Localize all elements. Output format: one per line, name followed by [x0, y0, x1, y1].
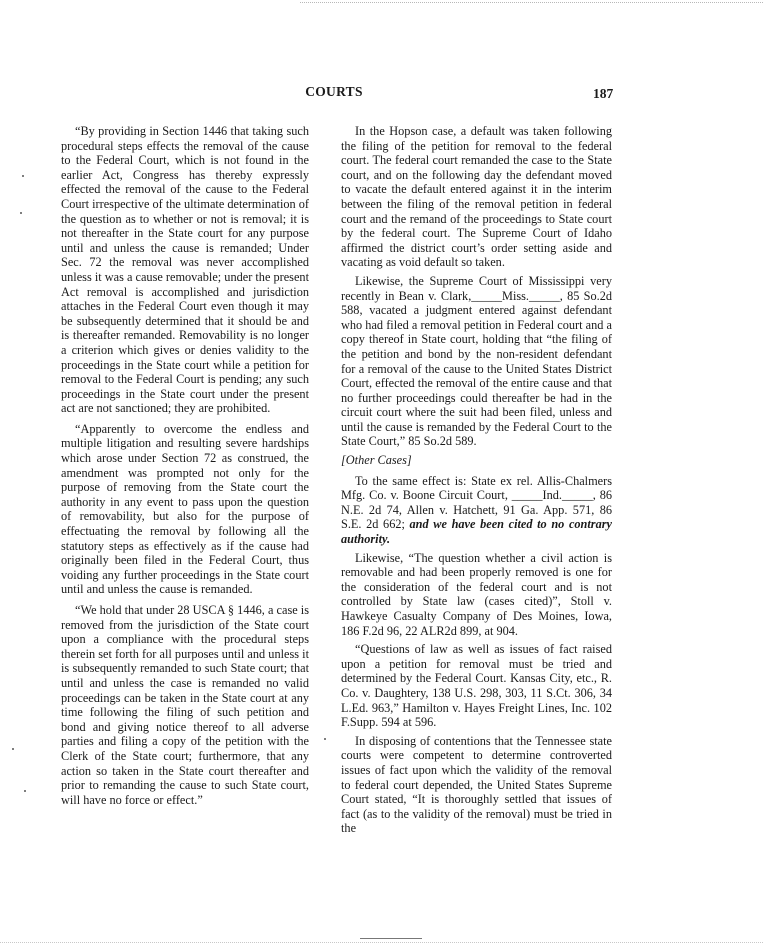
quote-paragraph: “By providing in Section 1446 that taking such procedural steps effects the removal of the cause to the Federal Court, which is not found in the earlier Act, Congress has thereby expressly effected the removal of the cause to the Federal Court irrespective of the ultimate determination of the question as to whether or not is removal; it is not thereafter in the State court for any purpose until and unless the cause is remanded; Under Sec. 72 the removal was never accomplished unless it was a cause removable; under the present Act removal is accomplished and jurisdiction attaches in the Federal Court even though it may be subsequently determined that it should be and is thereafter remanded. Removability is no longer a criterion which gives or denies validity to the proceedings in the State court while a petition for removal to the Federal Court is pending; any such proceedings in the State court under the present act are not sanctioned; they are prohibited.	[61, 124, 309, 416]
footer-rule	[360, 938, 422, 939]
body-paragraph: Likewise, “The question whether a civil action is removable and had been properly removed is one for the consideration of the federal court and is not controlled by State law (cases cited)”, Stoll v. Hawkeye Casualty Company of Des Moines, Iowa, 186 F.2d 96, 22 ALR2d 899, at 904.	[341, 550, 612, 638]
top-scan-edge	[300, 2, 763, 3]
running-head: COURTS	[305, 84, 363, 99]
scan-speck	[24, 790, 26, 792]
quote-paragraph: “We hold that under 28 USCA § 1446, a case is removed from the jurisdiction of the State court upon a compliance with the procedural steps therein set forth for all purposes until and unless it is subsequently remanded to such State court; that until and unless the case is remanded no valid proceedings can be taken in the State court at any time following the filing of such petition and bond and giving notice thereof to all adverse parties and filing a copy of the petition with the Clerk of the State court; furthermore, that any action so taken in the State court thereafter and prior to remanding the cause to such State court, will have no force or effect.”	[61, 603, 309, 807]
scan-speck	[324, 738, 326, 740]
body-paragraph: Likewise, the Supreme Court of Mississippi very recently in Bean v. Clark,_____Miss._____, 85 So.2d 588, vacated a judgment entered against defendant who had filed a removal petition in Federal court and a copy thereof in State court, holding that “the filing of the petition and bond by the non-resident defendant for a removal of the cause to the United States District Court, effected the removal of the entire cause and that no further proceedings could thereafter be had in the circuit court where the suit had been filed, unless and until the cause is remanded by the Federal Court to the State Court,” 85 So.2d 589.	[341, 273, 612, 449]
body-paragraph	[341, 474, 612, 547]
right-column	[341, 124, 612, 840]
scan-speck	[20, 212, 22, 214]
body-paragraph: In disposing of contentions that the Tennessee state courts were competent to determine controverted issues of fact upon which the validity of the removal to federal court depended, the United States Supreme Court stated, “It is thoroughly settled that issues of fact (as to the validity of the removal) must be tried in the	[341, 733, 612, 836]
section-subheading: [Other Cases]	[341, 453, 412, 468]
page-number: 187	[593, 86, 614, 101]
emphasis-text: and we have been cited to no contrary authority.	[341, 517, 612, 547]
left-column	[61, 124, 309, 813]
bottom-scan-edge	[0, 942, 763, 943]
citation-text: To the same effect is: State ex rel. Allis-Chalmers Mfg. Co. v. Boone Circuit Court, _____Ind._____, 86 N.E. 2d 74, Allen v. Hatchett, 91 Ga. App. 571, 86 S.E. 2d 662;	[341, 473, 612, 532]
quote-paragraph: “Apparently to overcome the endless and multiple litigation and resulting severe hardships which arose under Section 72 as construed, the amendment was prompted not only for the purpose of removing from the State court the authority in any event to pass upon the question of removability, but also for the purpose of effectuating the removal by following all the statutory steps as effectively as if the cause had originally been filed in the Federal Court, thus voiding any further proceedings in the State court until and unless the cause is remanded.	[61, 421, 309, 597]
body-paragraph: In the Hopson case, a default was taken following the filing of the petition for removal to the federal court. The federal court remanded the case to the State court, and on the following day the defendant moved to vacate the default entered against it in the interim between the filing of the removal petition in federal court and the remand of the proceedings to State court by the federal court. The Supreme Court of Idaho affirmed the district court’s order setting aside and vacating as void default so taken.	[341, 124, 612, 270]
scan-speck	[12, 748, 14, 750]
body-paragraph: “Questions of law as well as issues of fact raised upon a petition for removal must be tried and determined by the Federal Court. Kansas City, etc., R. Co. v. Daughtery, 138 U.S. 298, 303, 11 S.Ct. 306, 34 L.Ed. 963,” Hamilton v. Hayes Freight Lines, Inc. 102 F.Supp. 594 at 596.	[341, 642, 612, 730]
scan-speck	[22, 175, 24, 177]
